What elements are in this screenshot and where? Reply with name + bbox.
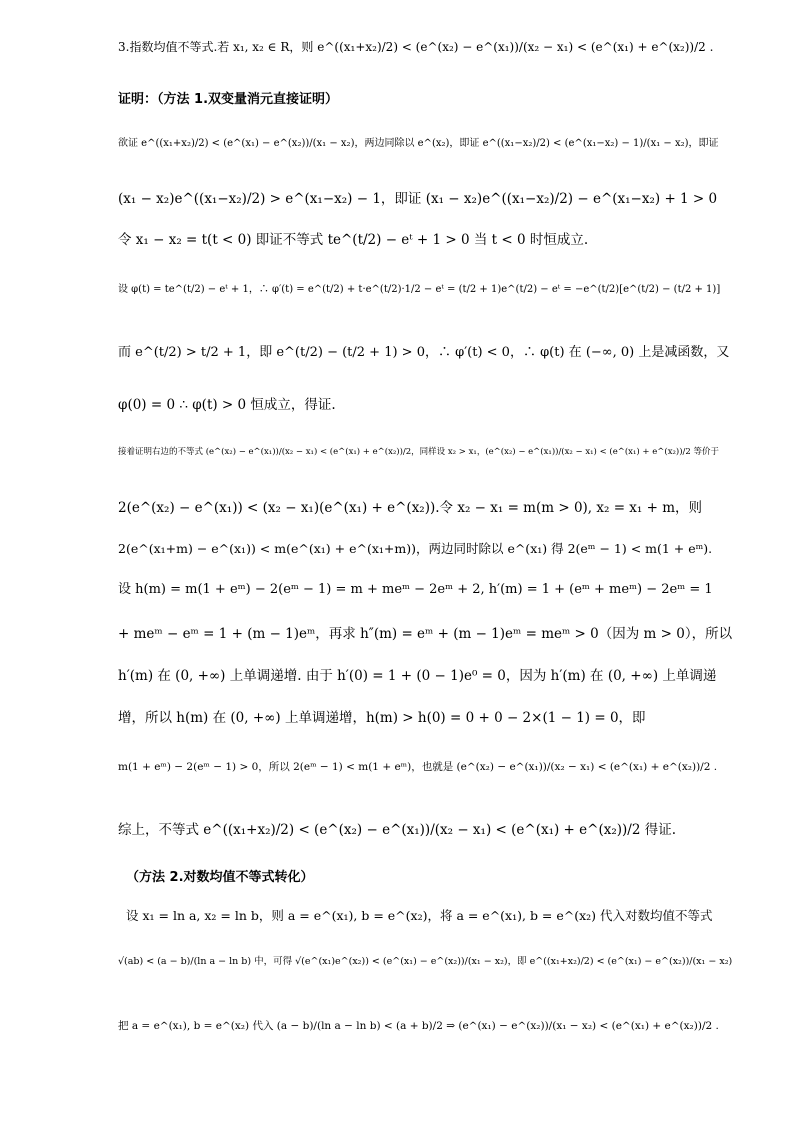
text-line-1: 3.指数均值不等式.若 x₁, x₂ ∈ R，则 e^((x₁+x₂)/2) < (e^(x₂) − e^(x₁))/(x₂ − x₁) < (e^(x₁) + e^(x₂))/2 . [118,40,714,54]
text-line-11: 2(e^(x₁+m) − e^(x₁)) < m(e^(x₁) + e^(x₁+m))，两边同时除以 e^(x₁) 得 2(eᵐ − 1) < m(1 + eᵐ). [118,541,713,556]
text-line-12: 设 h(m) = m(1 + eᵐ) − 2(eᵐ − 1) = m + meᵐ − 2eᵐ + 2, h′(m) = 1 + (eᵐ + meᵐ) − 2eᵐ = 1 [118,582,713,597]
text-line-14: h′(m) 在 (0, +∞) 上单调递增. 由于 h′(0) = 1 + (0 − 1)e⁰ = 0，因为 h′(m) 在 (0, +∞) 上单调递 [118,668,717,684]
text-line-5: 令 x₁ − x₂ = t(t < 0) 即证不等式 te^(t/2) − eᵗ + 1 > 0 当 t < 0 时恒成立. [118,232,589,248]
text-line-7: 而 e^(t/2) > t/2 + 1，即 e^(t/2) − (t/2 + 1) > 0，∴ φ′(t) < 0，∴ φ(t) 在 (−∞, 0) 上是减函数，又 [118,345,730,360]
text-line-10: 2(e^(x₂) − e^(x₁)) < (x₂ − x₁)(e^(x₁) + e^(x₂)).令 x₂ − x₁ = m(m > 0), x₂ = x₁ + m，则 [118,500,703,516]
text-line-20: √(ab) < (a − b)/(ln a − ln b) 中，可得 √(e^(x₁)e^(x₂)) < (e^(x₁) − e^(x₂))/(x₁ − x₂)，即 e^((x₁+x₂)/2) < (e^(x₁) − e^(x₂))/(x₁ − x₂) [118,956,733,967]
text-line-4: (x₁ − x₂)e^((x₁−x₂)/2) > e^(x₁−x₂) − 1，即证 (x₁ − x₂)e^((x₁−x₂)/2) − e^(x₁−x₂) + 1 > 0 [118,191,718,207]
text-line-19: 设 x₁ = ln a, x₂ = ln b，则 a = e^(x₁), b = e^(x₂)，将 a = e^(x₁), b = e^(x₂) 代入对数均值不等式 [126,908,713,923]
text-line-9: 接着证明右边的不等式 (e^(x₂) − e^(x₁))/(x₂ − x₁) < (e^(x₁) + e^(x₂))/2，同样设 x₂ > x₁，(e^(x₂) − e^(x₁))/(x₂ − x₁) < (e^(x₁) + e^(x₂))/2 等价于 [118,447,719,457]
text-line-17: 综上，不等式 e^((x₁+x₂)/2) < (e^(x₂) − e^(x₁))/(x₂ − x₁) < (e^(x₁) + e^(x₂))/2 得证. [118,822,676,838]
text-line-8: φ(0) = 0 ∴ φ(t) > 0 恒成立，得证. [118,397,336,413]
text-line-13: + meᵐ − eᵐ = 1 + (m − 1)eᵐ，再求 h″(m) = eᵐ + (m − 1)eᵐ = meᵐ > 0（因为 m > 0），所以 [118,626,733,642]
text-line-15: 增，所以 h(m) 在 (0, +∞) 上单调递增，h(m) > h(0) = 0 + 0 − 2×(1 − 1) = 0，即 [118,710,646,726]
text-line-2: 证明：（方法 1.双变量消元直接证明） [118,92,339,107]
text-line-18: （方法 2.对数均值不等式转化） [126,870,314,885]
text-line-21: 把 a = e^(x₁), b = e^(x₂) 代入 (a − b)/(ln a − ln b) < (a + b)/2 ⇒ (e^(x₁) − e^(x₂))/(x₁ − x₂) < (e^(x₁) + e^(x₂))/2 . [118,1020,719,1032]
text-line-6: 设 φ(t) = te^(t/2) − eᵗ + 1，∴ φ′(t) = e^(t/2) + t·e^(t/2)·1/2 − eᵗ = (t/2 + 1)e^(t/2) − eᵗ = −e^(t/2)[e^(t/2) − (t/2 + 1)] [118,284,721,295]
text-line-16: m(1 + eᵐ) − 2(eᵐ − 1) > 0，所以 2(eᵐ − 1) < m(1 + eᵐ)，也就是 (e^(x₂) − e^(x₁))/(x₂ − x₁) < (e^(x₁) + e^(x₂))/2 . [118,761,718,773]
text-line-3: 欲证 e^((x₁+x₂)/2) < (e^(x₁) − e^(x₂))/(x₁ − x₂)，两边同除以 e^(x₂)，即证 e^((x₁−x₂)/2) < (e^(x₁−x₂) − 1)/(x₁ − x₂)，即证 [118,138,719,149]
